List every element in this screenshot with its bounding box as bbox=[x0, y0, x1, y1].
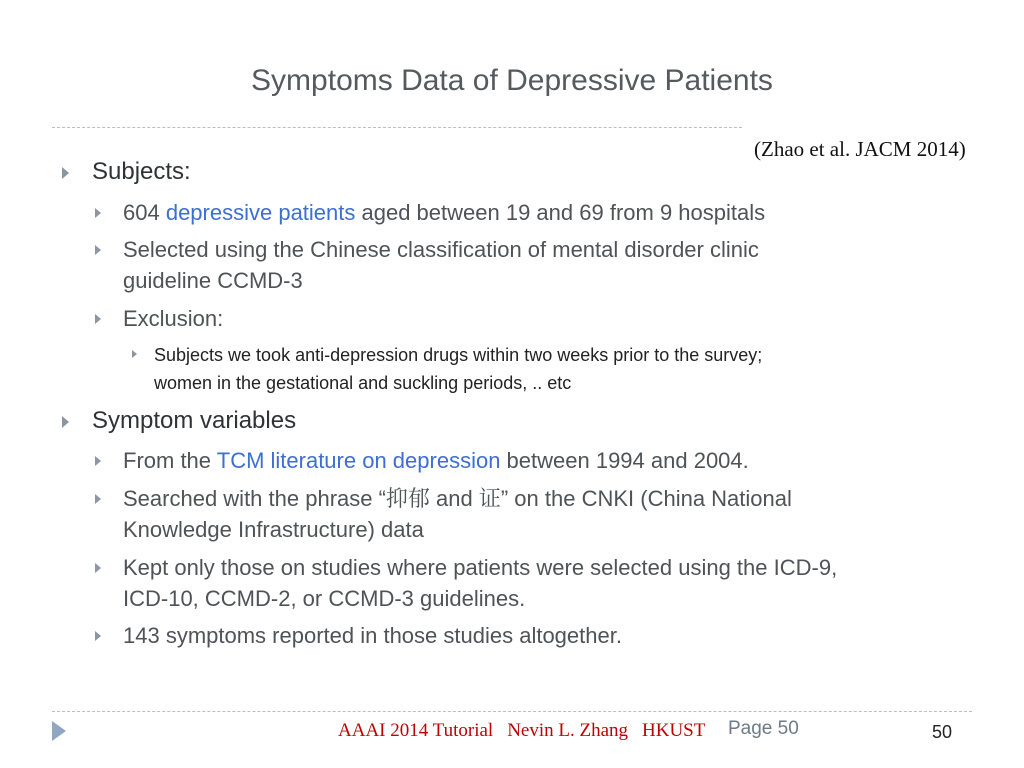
text-line: ICD-10, CCMD-2, or CCMD-3 guidelines. bbox=[123, 586, 526, 611]
text-line: Knowledge Infrastructure) data bbox=[123, 517, 424, 542]
footer-author: Nevin L. Zhang bbox=[507, 720, 629, 741]
footer-org: HKUST bbox=[642, 720, 706, 741]
text-segment: 604 bbox=[123, 200, 166, 225]
text-line: Subjects we took anti-depression drugs within two weeks prior to the survey; bbox=[154, 345, 763, 365]
citation: (Zhao et al. JACM 2014) bbox=[754, 137, 966, 161]
bullet-icon bbox=[62, 167, 69, 179]
symptoms-item-literature bbox=[123, 445, 749, 476]
text-segment: between 1994 and 2004. bbox=[500, 448, 749, 473]
text-line: Kept only those on studies where patients were selected using the ICD-9, bbox=[123, 555, 838, 580]
footer-event: AAAI 2014 Tutorial bbox=[338, 720, 494, 741]
text-line: women in the gestational and suckling periods, .. etc bbox=[154, 373, 572, 393]
slide-title: Symptoms Data of Depressive Patients bbox=[251, 64, 773, 97]
page-number: 50 bbox=[932, 722, 953, 742]
bullet-icon bbox=[95, 494, 101, 504]
bullet-icon bbox=[132, 350, 137, 358]
page-label: Page 50 bbox=[728, 718, 799, 739]
title-divider bbox=[52, 127, 742, 128]
bullet-icon bbox=[95, 245, 101, 255]
subjects-item-selection bbox=[123, 234, 759, 296]
text-segment: aged between 19 and 69 from 9 hospitals bbox=[355, 200, 766, 225]
bullet-icon bbox=[95, 208, 101, 218]
text-segment: From the bbox=[123, 448, 217, 473]
highlight-depressive-patients: depressive patients bbox=[165, 200, 356, 225]
bullet-icon bbox=[95, 563, 101, 573]
bullet-icon bbox=[95, 456, 101, 466]
subjects-heading: Subjects: bbox=[92, 158, 191, 185]
text-line: Searched with the phrase “抑郁 and 证” on the CNKI (China National bbox=[123, 486, 792, 511]
symptoms-item-search bbox=[123, 483, 792, 545]
footer-credits bbox=[338, 720, 719, 742]
footer-divider bbox=[52, 711, 972, 712]
play-arrow-icon[interactable] bbox=[52, 721, 66, 741]
bullet-icon bbox=[95, 314, 101, 324]
bullet-icon bbox=[95, 631, 101, 641]
text-line: guideline CCMD-3 bbox=[123, 268, 303, 293]
symptoms-item-guidelines bbox=[123, 552, 837, 614]
text-line: Selected using the Chinese classification of mental disorder clinic bbox=[123, 237, 759, 262]
bullet-icon bbox=[62, 416, 69, 428]
subjects-item-exclusion: Exclusion: bbox=[123, 306, 224, 331]
subjects-item-patients bbox=[123, 197, 765, 228]
exclusion-details bbox=[154, 341, 762, 397]
highlight-tcm-literature: TCM literature on depression bbox=[216, 448, 501, 473]
symptoms-item-count: 143 symptoms reported in those studies altogether. bbox=[123, 623, 622, 648]
symptoms-heading: Symptom variables bbox=[92, 407, 297, 434]
